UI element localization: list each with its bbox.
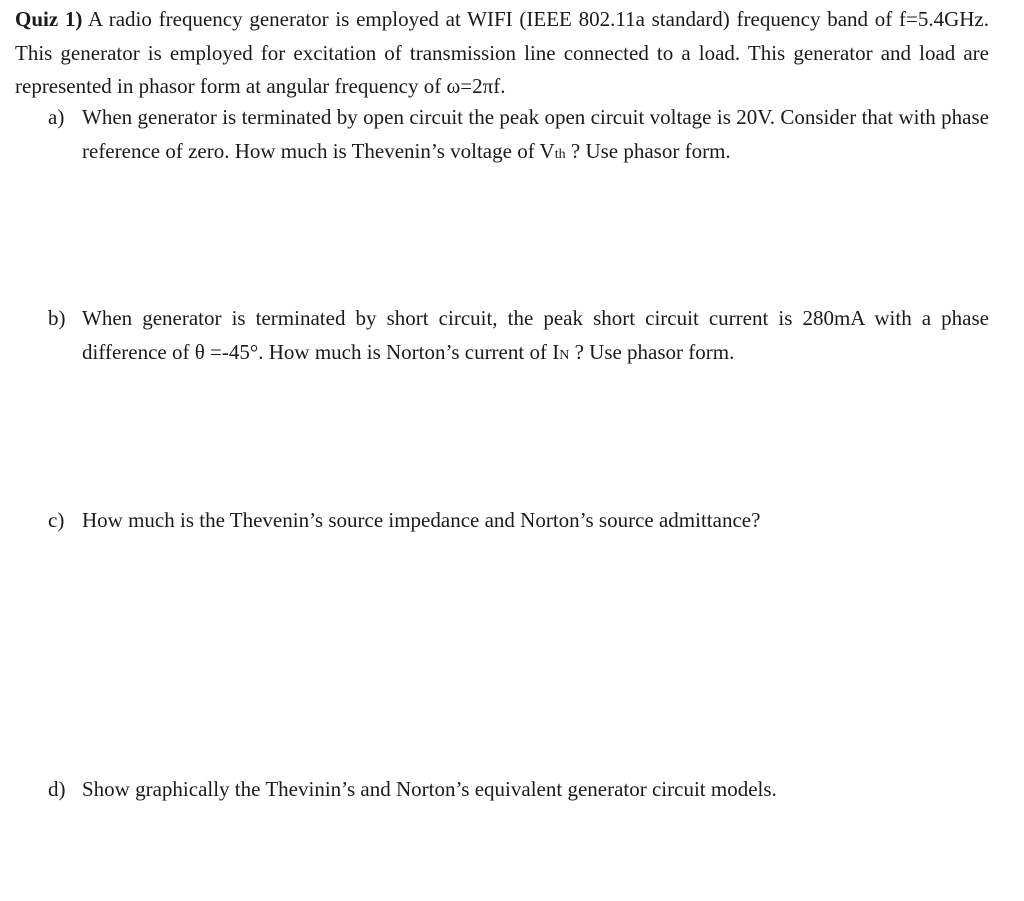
question-a-text-main: When generator is terminated by open circuit the peak open circuit voltage is 20V. Consider that with phase reference of zero. How much is Thevenin’s voltage of V [82,105,989,163]
quiz-intro-text: A radio frequency generator is employed at WIFI (IEEE 802.11a standard) frequency band of f=5.4GHz. This generator is employed for excitation of transmission line connected to a load. This generator and load are represented in phasor form at angular frequency of ω=2πf. [15,7,989,98]
question-d-letter: d) [48,777,66,801]
question-a-text [82,101,989,171]
question-d-text: Show graphically the Thevinin’s and Norton’s equivalent generator circuit models. [82,777,777,801]
quiz-intro [15,3,989,104]
question-a-text-end: ? Use phasor form. [565,138,731,163]
question-b-text-end: ? Use phasor form. [569,339,735,364]
question-b-text [82,302,989,372]
vth-subscript: th [554,146,566,162]
question-a-letter: a) [48,105,65,129]
question-a [48,101,989,171]
question-c-text: How much is the Thevenin’s source impedance and Norton’s source admittance? [82,508,761,532]
question-b-text-main: When generator is terminated by short circuit, the peak short circuit current is 280mA with a phase difference of θ =-45°. How much is Norton’s current of I [82,306,989,364]
question-b-letter: b) [48,306,66,330]
question-b [48,302,989,372]
in-subscript: N [559,347,570,363]
question-c [48,504,989,538]
quiz-label: Quiz 1) [15,7,83,31]
question-d [48,773,989,807]
question-c-letter: c) [48,508,65,532]
